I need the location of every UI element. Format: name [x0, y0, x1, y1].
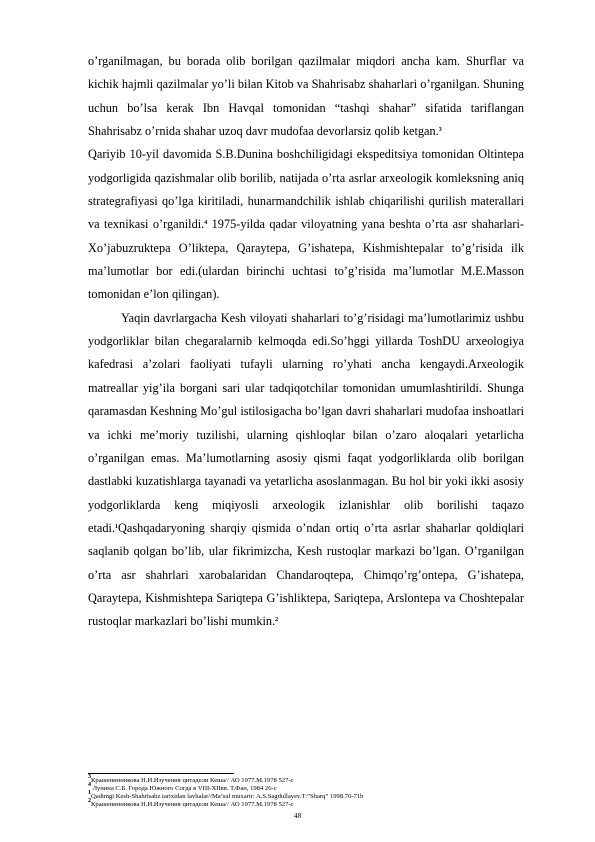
paragraph-3: Yaqin davrlargacha Kesh viloyati shaharlari to’g’risidagi ma’lumotlarimiz ushbu yodgorliklar bilan chegaralarnib kelmoqda edi.So’hggi yillarda ToshDU arxeologiya kafedrasi a’zolari faoliyati tufayli ularning ro’yhati ancha kengaydi.Arxeologik matreallar yig’ila borgani sari ular tadqiqotchilar tomonidan umumlashtirildi. Shunga qaramasdan Keshning Mo’gul istilosigacha bo’lgan davri shaharlari mudofaa inshoatlari va ichki me’moriy tuzilishi, ularning qishloqlar bilan o’zaro aloqalari yetarlicha o’rganilgan emas. Ma’lumotlarning asosiy qismi faqat yodgorliklarda olib borilgan dastlabki kuzatishlarga tayanadi va yetarlicha asoslanmagan. Bu hol bir yoki ikki asosiy yodgorliklarda keng miqiyosli arxeologik izlanishlar olib borilishi taqazo etadi.$^1$Qashqadaryoning sharqiy qismida o’ndan ortiq o’rta asrlar shaharlar qoldiqlari saqlanib qolgan bo’lib, ular fikrimizcha, Kesh rustoqlar markazi bo’lgan. O’rganilgan o’rta asr shahrlari xarobalaridan Chandaroqtepa, Chimqo’rg’ontepa, G’ishatepa, Qaraytepa, Kishmishtepa Sariqtepa G’ishliktepa, Sariqtepa, Arslontepa va Choshtepalar rustoqlar markazlari bo’lishi mumkin.$^2$: [88, 310, 524, 629]
footnote-ref: 3: [438, 127, 442, 134]
footnote-ref: 1: [114, 523, 118, 530]
footnote: $^4$ Лунина С.Б. Города Южного Согда в VIII-XIIвв. Т.Фан, 1984 26-с: [88, 782, 277, 792]
footnote-ref: 4: [204, 220, 208, 227]
document-body: [88, 50, 524, 634]
page-number: 48: [293, 811, 302, 820]
paragraph-1: o’rganilmagan, bu borada olib borilgan qazilmalar miqdori ancha kam. Shurflar va kichik hajmli qazilmalar yo’li bilan Kitob va Shahrisabz shaharlari o’rganilgan. Shuning uchun bo’lsa kerak Ibn Havqal tomonidan “tashqi shahar” sifatida tariflangan Shahrisabz o’rnida shahar uzoq davr mudofaa devorlarsiz qolib ketgan.$^3$: [88, 54, 524, 139]
footnote: $^3$Крашенинникова Н.И.Изучения цитадели Кеша// АО 1977.М.1978 527-с: [88, 774, 294, 784]
footnote: $^2$Крашенинникова Н.И.Изучения цитадели Кеша// АО 1977.М.1978 527-с: [88, 798, 294, 808]
footnote: $^1$Qadimgi Kesh-Shahrisabz tarixidan lavhalar//Ma’sul muxarir: A.S.Sagdullayev.T:”Sharq” 1998.70-71b: [88, 790, 364, 800]
footnote-ref: 2: [275, 617, 279, 624]
footnote-separator: [88, 773, 234, 774]
paragraph-2: Qariyib 10-yil davomida S.B.Dunina boshchiligidagi ekspeditsiya tomonidan Oltintepa yodgorligida qazishmalar olib borilib, natijada o’rta asrlar arxeologik komleksning aniq strategrafiyasi qo’lga kiritiladi, hunarmandchilik ishlab chiqarilishi qurilish materallari va texnikasi o’rganildi.$^4$ 1975-yilda qadar viloyatning yana beshta o’rta asr shaharlari-Xo’jabuzruktepa O’liktepa, Qaraytepa, G’ishatepa, Kishmishtepalar to’g’risida ilk ma’lumotlar bor edi.(ulardan birinchi uchtasi to’g’risida ma’lumotlar M.E.Masson tomonidan e’lon qilingan).: [88, 147, 525, 302]
